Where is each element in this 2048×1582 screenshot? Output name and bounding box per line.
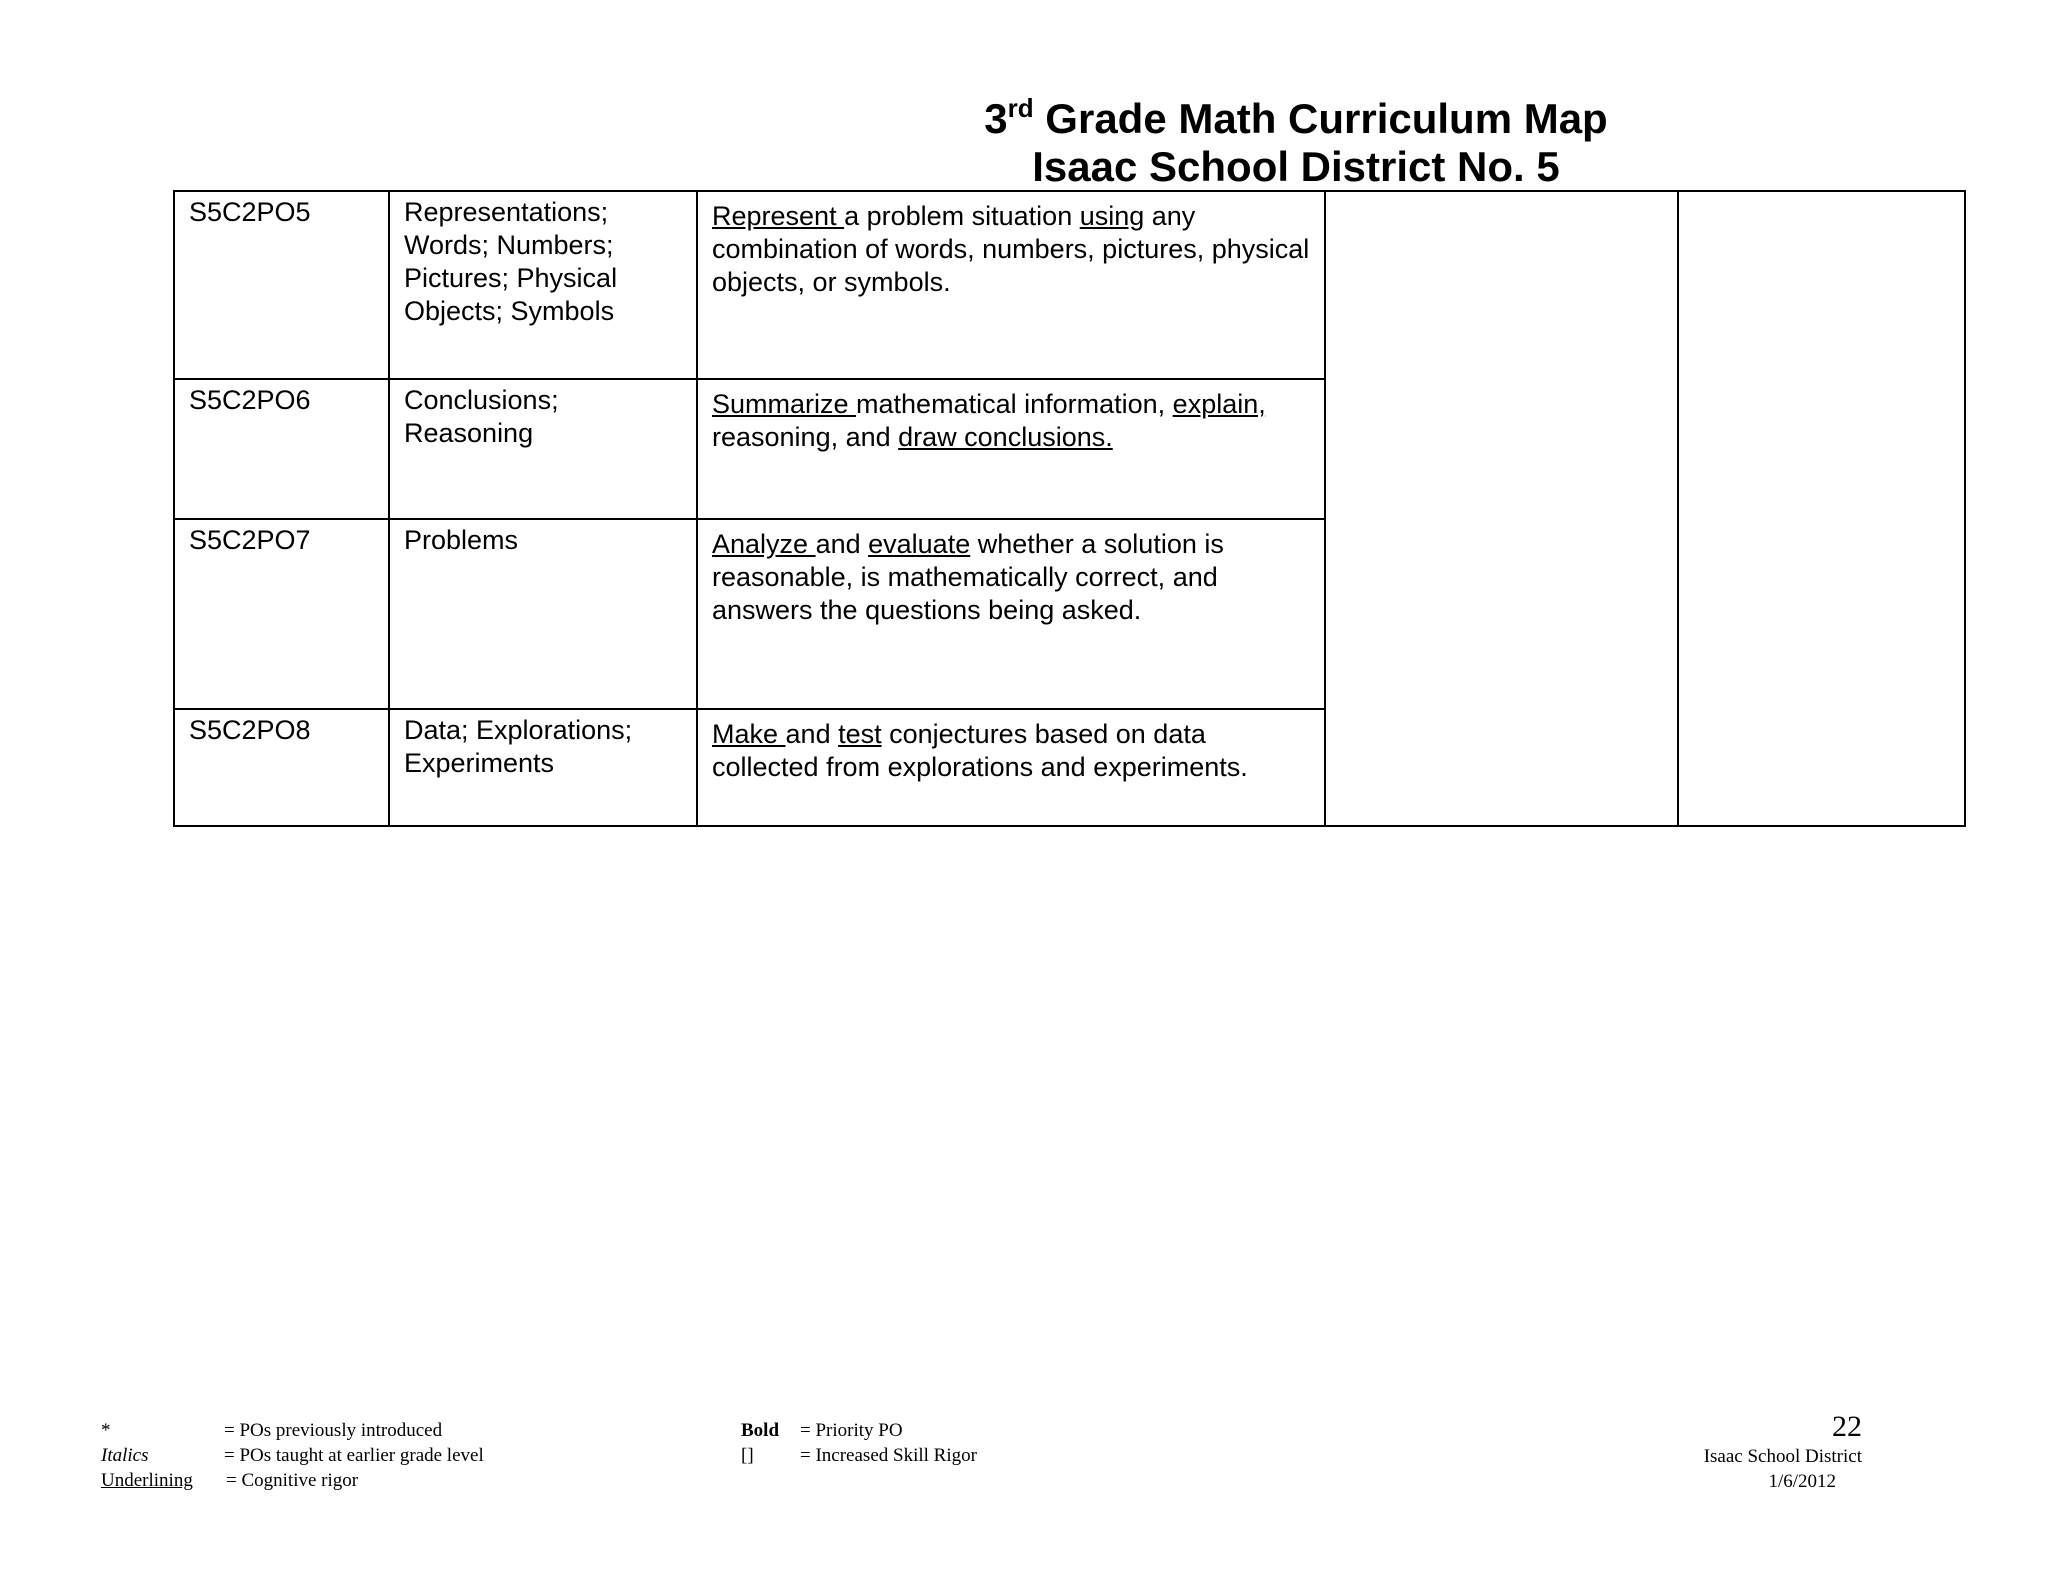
- legend-definition: = POs previously introduced: [224, 1420, 443, 1441]
- underlined-term: Summarize: [712, 389, 857, 419]
- page-title: 3rd Grade Math Curriculum Map: [984, 93, 1608, 142]
- description-text: and: [785, 719, 839, 749]
- description-cell: [697, 519, 1325, 709]
- description-text: reasoning, and: [712, 422, 899, 452]
- description-text: any combination of words, numbers, pictures, physical objects, or symbols.: [712, 201, 1310, 297]
- vocabulary-cell: Problems: [389, 519, 697, 709]
- description-text: mathematical information,: [856, 389, 1173, 419]
- legend-definition: = Increased Skill Rigor: [800, 1445, 977, 1466]
- legend-definition: = Cognitive rigor: [226, 1470, 359, 1491]
- page-number: 22: [1832, 1410, 1862, 1443]
- po-code-cell: S5C2PO5: [174, 191, 389, 379]
- po-code-cell: S5C2PO6: [174, 379, 389, 519]
- curriculum-table: [173, 190, 1966, 827]
- vocabulary-cell: Conclusions; Reasoning: [389, 379, 697, 519]
- po-code-cell: S5C2PO7: [174, 519, 389, 709]
- underlined-term: Make: [712, 719, 786, 749]
- legend-definition: = Priority PO: [800, 1420, 903, 1441]
- footer-district: Isaac School District: [1703, 1446, 1862, 1467]
- legend-symbol-bold: Bold: [741, 1420, 780, 1441]
- underlined-term: Analyze: [712, 529, 816, 559]
- underlined-term: explain,: [1172, 389, 1266, 419]
- empty-cell-resources: [1325, 191, 1678, 826]
- table-row: [174, 191, 1965, 379]
- footer-date: 1/6/2012: [1768, 1471, 1836, 1492]
- description-text: whether a solution is reasonable, is mathematically correct, and answers the questions being asked.: [712, 529, 1224, 625]
- underlined-term: Represent: [712, 201, 845, 231]
- description-cell: [697, 191, 1325, 379]
- legend-definition: = POs taught at earlier grade level: [224, 1445, 484, 1466]
- underlined-term: using: [1079, 201, 1145, 231]
- vocabulary-cell: Representations; Words; Numbers; Pictures; Physical Objects; Symbols: [389, 191, 697, 379]
- po-code-cell: S5C2PO8: [174, 709, 389, 826]
- empty-cell-notes: [1678, 191, 1965, 826]
- description-cell: [697, 709, 1325, 826]
- legend-symbol-asterisk: *: [101, 1420, 111, 1441]
- vocabulary-cell: Data; Explorations; Experiments: [389, 709, 697, 826]
- description-cell: [697, 379, 1325, 519]
- description-text: and: [815, 529, 869, 559]
- underlined-term: evaluate: [868, 529, 971, 559]
- legend-symbol-italics: Italics: [101, 1445, 149, 1466]
- underlined-term: test: [838, 719, 882, 749]
- legend-symbol-underlining: Underlining: [101, 1470, 193, 1491]
- legend: [0, 1418, 1200, 1498]
- description-text: a problem situation: [844, 201, 1080, 231]
- legend-symbol-brackets: []: [741, 1445, 754, 1466]
- description-text: conjectures based on data collected from explorations and experiments.: [712, 719, 1248, 782]
- underlined-term: draw conclusions.: [898, 422, 1113, 452]
- page-subtitle: Isaac School District No. 5: [1032, 143, 1560, 190]
